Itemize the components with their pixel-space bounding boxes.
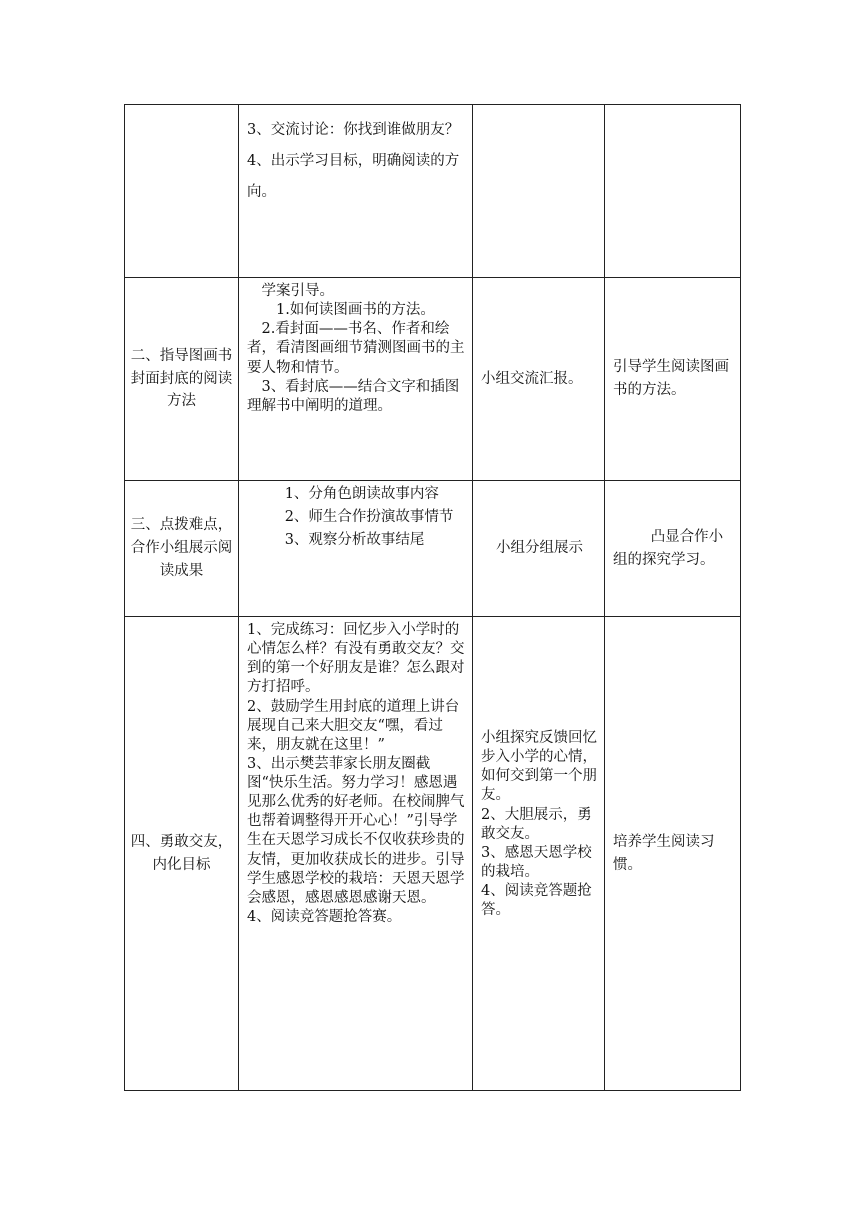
table-row — [125, 481, 741, 617]
intent-text: 引导学生阅读图画书的方法。 — [613, 359, 729, 398]
student-text: 小组分组展示 — [496, 540, 583, 557]
stage-label: 四、勇敢交友，内化目标 — [130, 833, 233, 873]
student-cell — [473, 617, 605, 1091]
student-text: 2、大胆展示，勇敢交友。 — [481, 806, 592, 842]
activity-text: 3、看封底——结合文字和插图理解书中阐明的道理。 — [247, 378, 460, 414]
stage-label: 三、点拨难点，合作小组展示阅读成果 — [130, 517, 233, 579]
activity-text: 1、完成练习：回忆步入小学时的心情怎么样？有没有勇敢交友？交到的第一个好朋友是谁？怎么跟对方打招呼。 — [247, 622, 465, 696]
student-text: 小组探究反馈回忆步入小学的心情，如何交到第一个朋友。 — [481, 730, 597, 804]
activity-text: 3、观察分析故事结尾 — [284, 531, 425, 548]
activity-text: 3、出示樊芸菲家长朋友圈截图“快乐生活。努力学习！感恩遇见那么优秀的好老师。在校闹脾气也帮着调整得开开心心！”引导学生在天恩学习成长不仅收获珍贵的友情，更加收获成长的进步。引导学生感恩学校的栽培：天恩天恩学会感恩，感恩感恩感谢天恩。 — [247, 755, 465, 906]
student-text: 4、阅读竞答题抢答。 — [481, 883, 592, 919]
table-row — [125, 278, 741, 481]
stage-cell — [125, 617, 239, 1091]
student-cell — [473, 278, 605, 481]
stage-cell — [125, 105, 239, 278]
intent-cell — [605, 278, 741, 481]
activity-text: 2、师生合作扮演故事情节 — [284, 508, 454, 525]
activity-cell — [239, 481, 473, 617]
activity-text: 1、分角色朗读故事内容 — [284, 486, 439, 502]
student-cell — [473, 105, 605, 278]
activity-text: 3、交流讨论：你找到谁做朋友？ — [247, 122, 460, 138]
activity-cell — [239, 278, 473, 481]
stage-cell — [125, 278, 239, 481]
student-text: 小组交流汇报。 — [481, 370, 583, 387]
table-row — [125, 617, 741, 1091]
intent-text: 培养学生阅读习惯。 — [613, 833, 715, 873]
intent-cell — [605, 481, 741, 617]
activity-text: 2.看封面——书名、作者和绘者，看清图画细节猜测图画书的主要人物和情节。 — [247, 321, 465, 376]
intent-cell — [605, 105, 741, 278]
intent-cell — [605, 617, 741, 1091]
activity-cell — [239, 617, 473, 1091]
stage-cell — [125, 481, 239, 617]
table-row — [125, 105, 741, 278]
student-text: 3、感恩天恩学校的栽培。 — [481, 844, 592, 880]
stage-label: 二、指导图画书封面封底的阅读方法 — [130, 347, 233, 410]
lesson-plan-table — [124, 104, 741, 1091]
activity-cell — [239, 105, 473, 278]
activity-text: 2、鼓励学生用封底的道理上讲台展现自己来大胆交友“嘿，看过来，朋友就在这里！” — [247, 698, 460, 753]
student-cell — [473, 481, 605, 617]
activity-text: 4、出示学习目标，明确阅读的方向。 — [247, 152, 460, 200]
activity-text: 1.如何读图画书的方法。 — [276, 302, 435, 319]
activity-text: 学案引导。 — [261, 283, 334, 299]
activity-text: 4、阅读竞答题抢答赛。 — [247, 908, 402, 925]
intent-text: 凸显合作小组的探究学习。 — [613, 528, 724, 568]
